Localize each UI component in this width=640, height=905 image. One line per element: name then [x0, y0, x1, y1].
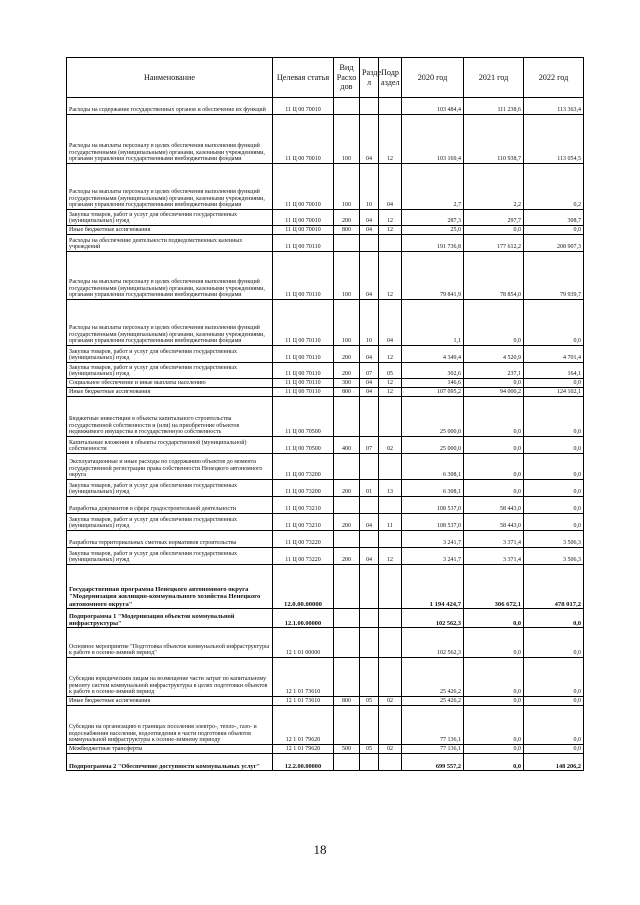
table-cell-2022: 0,0 — [524, 697, 584, 706]
table-cell-2020: 103 169,4 — [402, 115, 464, 164]
table-row — [67, 164, 584, 210]
table-row — [67, 388, 584, 397]
table-cell-2022: 208 907,3 — [524, 235, 584, 252]
table-cell-2022: 79 939,7 — [524, 252, 584, 300]
table-cell-target: 12.2.00.00000 — [273, 754, 334, 771]
table-row — [67, 531, 584, 548]
table-cell-subsection: 12 — [379, 115, 402, 164]
table-cell-section — [360, 609, 379, 628]
table-cell-target: 12 1 01 00000 — [273, 628, 334, 658]
table-cell-expense-type — [334, 98, 360, 115]
header-expense-type: Вид Расхо дов — [334, 58, 360, 98]
table-cell-expense-type: 200 — [334, 210, 360, 226]
table-cell-section: 04 — [360, 346, 379, 363]
table-cell-name: Закупка товаров, работ и услуг для обеспечения государственных (муниципальных) нужд — [67, 548, 273, 565]
table-cell-section: 04 — [360, 514, 379, 531]
table-cell-2020: 2,7 — [402, 164, 464, 210]
table-cell-name: Межбюджетные трансферты — [67, 745, 273, 754]
table-cell-subsection: 02 — [379, 745, 402, 754]
table-cell-2020: 302,6 — [402, 363, 464, 379]
table-cell-2022: 0,0 — [524, 437, 584, 454]
table-cell-section — [360, 754, 379, 771]
table-cell-2021: 297,7 — [464, 210, 524, 226]
table-cell-2022: 0,0 — [524, 658, 584, 697]
table-cell-target: 11 Ц 00 70110 — [273, 300, 334, 346]
table-cell-2022: 3 506,3 — [524, 548, 584, 565]
table-cell-expense-type — [334, 754, 360, 771]
table-cell-2022: 113 363,4 — [524, 98, 584, 115]
table-cell-section: 04 — [360, 115, 379, 164]
table-cell-expense-type: 800 — [334, 226, 360, 235]
table-cell-2021: 0,0 — [464, 754, 524, 771]
table-cell-2022: 0,0 — [524, 300, 584, 346]
table-row — [67, 115, 584, 164]
header-2022: 2022 год — [524, 58, 584, 98]
table-row — [67, 98, 584, 115]
table-cell-2021: 111 238,6 — [464, 98, 524, 115]
table-row — [67, 346, 584, 363]
table-cell-section: 04 — [360, 379, 379, 388]
table-cell-subsection — [379, 706, 402, 745]
table-body — [67, 98, 584, 771]
table-row — [67, 548, 584, 565]
table-cell-name: Закупка товаров, работ и услуг для обеспечения государственных (муниципальных) нужд — [67, 210, 273, 226]
table-cell-target: 11 Ц 00 70010 — [273, 226, 334, 235]
table-cell-2020: 1 194 424,7 — [402, 565, 464, 609]
table-cell-expense-type — [334, 628, 360, 658]
table-cell-expense-type: 300 — [334, 379, 360, 388]
table-cell-name: Капитальные вложения в объекты государственной (муниципальной) собственности — [67, 437, 273, 454]
table-cell-section — [360, 454, 379, 480]
table-cell-subsection: 12 — [379, 226, 402, 235]
table-row — [67, 658, 584, 697]
table-cell-2021: 0,0 — [464, 706, 524, 745]
table-cell-target: 11 Ц 00 70010 — [273, 164, 334, 210]
table-cell-name: Государственная программа Ненецкого автономного округа "Модернизация жилищно-коммунального хозяйства Ненецкого автономного округа" — [67, 565, 273, 609]
table-cell-2022: 148 206,2 — [524, 754, 584, 771]
table-cell-2021: 0,0 — [464, 658, 524, 697]
table-row — [67, 363, 584, 379]
table-cell-section: 10 — [360, 300, 379, 346]
table-cell-expense-type: 400 — [334, 437, 360, 454]
table-cell-name: Расходы на выплаты персоналу в целях обеспечения выполнения функций государственными (муниципальными) органами, казенными учреждениями, органами управления государственными внебюджетными фондами — [67, 164, 273, 210]
table-cell-name: Закупка товаров, работ и услуг для обеспечения государственных (муниципальных) нужд — [67, 480, 273, 497]
table-cell-expense-type: 100 — [334, 115, 360, 164]
table-cell-2022: 0,0 — [524, 609, 584, 628]
table-cell-2021: 2,2 — [464, 164, 524, 210]
table-cell-subsection: 12 — [379, 388, 402, 397]
table-cell-section: 04 — [360, 226, 379, 235]
table-cell-subsection: 02 — [379, 697, 402, 706]
table-cell-2021: 78 854,0 — [464, 252, 524, 300]
table-cell-name: Основное мероприятие "Подготовка объектов коммунальной инфраструктуры к работе в осенне-зимний период" — [67, 628, 273, 658]
header-subsection: Подр аздел — [379, 58, 402, 98]
table-cell-2022: 4 701,4 — [524, 346, 584, 363]
table-cell-section — [360, 565, 379, 609]
table-cell-2022: 0,2 — [524, 164, 584, 210]
table-cell-target: 12 1 01 73610 — [273, 658, 334, 697]
table-cell-expense-type — [334, 565, 360, 609]
table-cell-name: Иные бюджетные ассигнования — [67, 388, 273, 397]
table-cell-2020: 6 308,1 — [402, 480, 464, 497]
table-cell-2020: 699 557,2 — [402, 754, 464, 771]
table-cell-2022: 164,1 — [524, 363, 584, 379]
table-cell-subsection: 12 — [379, 346, 402, 363]
table-cell-subsection — [379, 497, 402, 514]
table-row — [67, 210, 584, 226]
table-cell-target: 12 1 01 79620 — [273, 745, 334, 754]
table-cell-name: Разработка территориальных сметных нормативов строительства — [67, 531, 273, 548]
table-cell-2020: 108 537,0 — [402, 497, 464, 514]
table-cell-target: 12.1.00.00000 — [273, 609, 334, 628]
table-cell-2021: 94 000,2 — [464, 388, 524, 397]
table-cell-2021: 3 371,4 — [464, 531, 524, 548]
table-cell-2021: 0,0 — [464, 437, 524, 454]
table-cell-2020: 103 484,4 — [402, 98, 464, 115]
table-cell-target: 11 Ц 00 73200 — [273, 480, 334, 497]
table-cell-subsection — [379, 754, 402, 771]
table-cell-2020: 25 000,0 — [402, 437, 464, 454]
table-cell-subsection: 04 — [379, 164, 402, 210]
table-cell-section — [360, 98, 379, 115]
table-cell-section: 04 — [360, 388, 379, 397]
table-cell-target: 11 Ц 00 73220 — [273, 548, 334, 565]
table-cell-subsection: 02 — [379, 437, 402, 454]
table-cell-subsection — [379, 609, 402, 628]
table-cell-section — [360, 531, 379, 548]
table-row — [67, 226, 584, 235]
table-cell-section — [360, 397, 379, 437]
table-cell-2021: 0,0 — [464, 397, 524, 437]
table-cell-name: Подпрограмма 2 "Обеспечение доступности коммунальных услуг" — [67, 754, 273, 771]
table-cell-expense-type: 200 — [334, 514, 360, 531]
table-cell-2020: 25 426,2 — [402, 697, 464, 706]
table-cell-2022: 0,0 — [524, 497, 584, 514]
table-cell-subsection: 05 — [379, 363, 402, 379]
table-cell-2021: 0,0 — [464, 745, 524, 754]
table-cell-name: Иные бюджетные ассигнования — [67, 226, 273, 235]
table-cell-subsection: 13 — [379, 480, 402, 497]
table-cell-2021: 0,0 — [464, 628, 524, 658]
table-row — [67, 300, 584, 346]
table-cell-2020: 3 241,7 — [402, 548, 464, 565]
budget-table — [66, 57, 584, 771]
table-cell-subsection: 12 — [379, 379, 402, 388]
table-cell-expense-type — [334, 235, 360, 252]
table-cell-subsection: 12 — [379, 210, 402, 226]
table-row — [67, 480, 584, 497]
table-cell-subsection — [379, 531, 402, 548]
table-cell-name: Социальное обеспечение и иные выплаты населению — [67, 379, 273, 388]
table-cell-2020: 79 841,9 — [402, 252, 464, 300]
table-cell-2020: 1,1 — [402, 300, 464, 346]
table-cell-target: 12.0.00.00000 — [273, 565, 334, 609]
table-cell-expense-type — [334, 397, 360, 437]
table-cell-name: Закупка товаров, работ и услуг для обеспечения государственных (муниципальных) нужд — [67, 514, 273, 531]
table-cell-2020: 287,3 — [402, 210, 464, 226]
table-cell-subsection: 11 — [379, 514, 402, 531]
table-row — [67, 497, 584, 514]
table-cell-section — [360, 658, 379, 697]
table-cell-2022: 0,0 — [524, 454, 584, 480]
table-cell-2020: 6 308,1 — [402, 454, 464, 480]
table-row — [67, 379, 584, 388]
table-cell-section — [360, 706, 379, 745]
table-cell-expense-type: 800 — [334, 697, 360, 706]
table-cell-expense-type: 200 — [334, 363, 360, 379]
table-row — [67, 697, 584, 706]
table-cell-expense-type: 100 — [334, 252, 360, 300]
table-cell-target: 11 Ц 00 73210 — [273, 514, 334, 531]
table-cell-section: 05 — [360, 745, 379, 754]
table-row — [67, 454, 584, 480]
table-cell-target: 11 Ц 00 73220 — [273, 531, 334, 548]
table-cell-subsection — [379, 397, 402, 437]
table-cell-target: 12 1 01 73610 — [273, 697, 334, 706]
table-cell-expense-type — [334, 497, 360, 514]
table-cell-target: 12 1 01 79620 — [273, 706, 334, 745]
table-cell-subsection — [379, 235, 402, 252]
header-name: Наименование — [67, 58, 273, 98]
table-cell-2020: 25 426,2 — [402, 658, 464, 697]
table-cell-2021: 0,0 — [464, 379, 524, 388]
table-cell-2021: 58 443,0 — [464, 497, 524, 514]
table-cell-target: 11 Ц 00 70010 — [273, 115, 334, 164]
table-cell-section: 07 — [360, 363, 379, 379]
table-cell-section — [360, 497, 379, 514]
table-cell-2021: 0,0 — [464, 480, 524, 497]
header-2020: 2020 год — [402, 58, 464, 98]
table-cell-target: 11 Ц 00 70110 — [273, 235, 334, 252]
table-cell-2021: 237,1 — [464, 363, 524, 379]
table-row — [67, 609, 584, 628]
table-cell-2020: 102 562,3 — [402, 628, 464, 658]
table-cell-2022: 0,0 — [524, 226, 584, 235]
table-row — [67, 514, 584, 531]
table-cell-2020: 3 241,7 — [402, 531, 464, 548]
table-cell-2020: 107 095,2 — [402, 388, 464, 397]
table-cell-2020: 77 136,1 — [402, 706, 464, 745]
table-cell-2020: 25 000,0 — [402, 397, 464, 437]
header-target: Целевая статья — [273, 58, 334, 98]
table-cell-subsection: 04 — [379, 300, 402, 346]
table-cell-2021: 0,0 — [464, 697, 524, 706]
table-cell-section: 07 — [360, 437, 379, 454]
table-row — [67, 628, 584, 658]
table-cell-target: 11 Ц 00 73200 — [273, 454, 334, 480]
table-cell-2021: 0,0 — [464, 300, 524, 346]
table-cell-target: 11 Ц 00 70110 — [273, 363, 334, 379]
table-cell-2021: 4 520,9 — [464, 346, 524, 363]
table-cell-target: 11 Ц 00 70110 — [273, 379, 334, 388]
header-section: Разде л — [360, 58, 379, 98]
table-cell-subsection — [379, 628, 402, 658]
table-cell-2021: 0,0 — [464, 226, 524, 235]
table-cell-target: 11 Ц 00 70110 — [273, 252, 334, 300]
table-cell-name: Бюджетные инвестиции в объекты капитального строительства государственной собственности и (или) на приобретение объектов недвижимого имущества в государственную собственность — [67, 397, 273, 437]
table-cell-2020: 25,0 — [402, 226, 464, 235]
table-cell-expense-type — [334, 706, 360, 745]
table-cell-name: Расходы на обеспечение деятельности подведомственных казенных учреждений — [67, 235, 273, 252]
table-cell-name: Закупка товаров, работ и услуг для обеспечения государственных (муниципальных) нужд — [67, 346, 273, 363]
table-cell-2020: 191 736,8 — [402, 235, 464, 252]
table-cell-subsection — [379, 565, 402, 609]
table-cell-section — [360, 235, 379, 252]
table-cell-2021: 110 938,7 — [464, 115, 524, 164]
table-cell-name: Эксплуатационные и иные расходы по содержанию объектов до момента государственной регистрации права собственности Ненецкого автономного округа — [67, 454, 273, 480]
table-cell-2021: 177 612,2 — [464, 235, 524, 252]
table-cell-2022: 478 017,2 — [524, 565, 584, 609]
table-cell-expense-type — [334, 658, 360, 697]
table-header-row — [67, 58, 584, 98]
table-cell-name: Расходы на выплаты персоналу в целях обеспечения выполнения функций государственными (муниципальными) органами, казенными учреждениями, органами управления государственными внебюджетными фондами — [67, 115, 273, 164]
table-cell-subsection — [379, 454, 402, 480]
table-cell-expense-type — [334, 609, 360, 628]
header-2021: 2021 год — [464, 58, 524, 98]
table-row — [67, 235, 584, 252]
table-row — [67, 754, 584, 771]
table-cell-2022: 0,0 — [524, 379, 584, 388]
table-cell-2022: 3 506,3 — [524, 531, 584, 548]
table-cell-2022: 308,7 — [524, 210, 584, 226]
table-row — [67, 745, 584, 754]
table-row — [67, 437, 584, 454]
table-cell-2021: 306 672,1 — [464, 565, 524, 609]
table-cell-section: 05 — [360, 697, 379, 706]
page-number: 18 — [313, 842, 327, 857]
table-cell-target: 11 Ц 00 70010 — [273, 98, 334, 115]
table-cell-subsection: 12 — [379, 548, 402, 565]
table-cell-target: 11 Ц 00 70010 — [273, 210, 334, 226]
table-cell-2021: 3 371,4 — [464, 548, 524, 565]
table-cell-2020: 108 537,0 — [402, 514, 464, 531]
table-cell-2020: 102 562,3 — [402, 609, 464, 628]
table-cell-target: 11 Ц 00 70110 — [273, 388, 334, 397]
table-cell-expense-type: 200 — [334, 346, 360, 363]
table-cell-2022: 0,0 — [524, 628, 584, 658]
table-cell-name: Подпрограмма 1 "Модернизация объектов коммунальной инфраструктуры" — [67, 609, 273, 628]
table-cell-name: Субсидии юридическим лицам на возмещение части затрат по капитальному ремонту систем коммунальной инфраструктуры в целях подготовки объектов к работе в осенне-зимний период — [67, 658, 273, 697]
table-cell-2022: 0,0 — [524, 397, 584, 437]
table-cell-target: 11 Ц 00 73210 — [273, 497, 334, 514]
table-cell-expense-type: 500 — [334, 745, 360, 754]
table-cell-2021: 58 443,0 — [464, 514, 524, 531]
table-row — [67, 706, 584, 745]
table-cell-2022: 124 102,1 — [524, 388, 584, 397]
table-cell-name: Закупка товаров, работ и услуг для обеспечения государственных (муниципальных) нужд — [67, 363, 273, 379]
table-cell-2022: 0,0 — [524, 706, 584, 745]
table-cell-expense-type: 200 — [334, 480, 360, 497]
table-cell-name: Иные бюджетные ассигнования — [67, 697, 273, 706]
table-cell-name: Расходы на содержание государственных органов и обеспечение их функций — [67, 98, 273, 115]
table-cell-section: 04 — [360, 548, 379, 565]
table-cell-expense-type: 100 — [334, 300, 360, 346]
table-cell-2020: 4 349,4 — [402, 346, 464, 363]
table-row — [67, 252, 584, 300]
table-cell-expense-type — [334, 454, 360, 480]
table-cell-section: 04 — [360, 252, 379, 300]
table-row — [67, 565, 584, 609]
table-cell-2022: 0,0 — [524, 745, 584, 754]
table-cell-name: Разработка документов в сфере градостроительной деятельности — [67, 497, 273, 514]
table-cell-subsection — [379, 658, 402, 697]
table-cell-2021: 0,0 — [464, 609, 524, 628]
table-cell-subsection — [379, 98, 402, 115]
table-cell-section: 04 — [360, 210, 379, 226]
table-cell-section: 10 — [360, 164, 379, 210]
table-cell-expense-type: 100 — [334, 164, 360, 210]
table-cell-name: Расходы на выплаты персоналу в целях обеспечения выполнения функций государственными (муниципальными) органами, казенными учреждениями, органами управления государственными внебюджетными фондами — [67, 300, 273, 346]
table-cell-2021: 0,0 — [464, 454, 524, 480]
table-cell-2022: 0,0 — [524, 514, 584, 531]
table-cell-2022: 113 054,5 — [524, 115, 584, 164]
table-cell-target: 11 Ц 00 70500 — [273, 397, 334, 437]
table-cell-2022: 0,0 — [524, 480, 584, 497]
table-cell-expense-type: 800 — [334, 388, 360, 397]
table-cell-name: Расходы на выплаты персоналу в целях обеспечения выполнения функций государственными (муниципальными) органами, казенными учреждениями, органами управления государственными внебюджетными фондами — [67, 252, 273, 300]
table-cell-name: Субсидии на организацию в границах поселения электро-, тепло-, газо- и водоснабжения населения, водоотведения в части подготовки объектов коммунальной инфраструктуры к осенне-зимнему периоду — [67, 706, 273, 745]
table-cell-target: 11 Ц 00 70500 — [273, 437, 334, 454]
table-cell-expense-type: 200 — [334, 548, 360, 565]
table-cell-subsection: 12 — [379, 252, 402, 300]
table-cell-2020: 77 136,1 — [402, 745, 464, 754]
table-row — [67, 397, 584, 437]
table-cell-section: 01 — [360, 480, 379, 497]
table-cell-target: 11 Ц 00 70110 — [273, 346, 334, 363]
table-cell-2020: 146,6 — [402, 379, 464, 388]
table-cell-expense-type — [334, 531, 360, 548]
table-cell-section — [360, 628, 379, 658]
